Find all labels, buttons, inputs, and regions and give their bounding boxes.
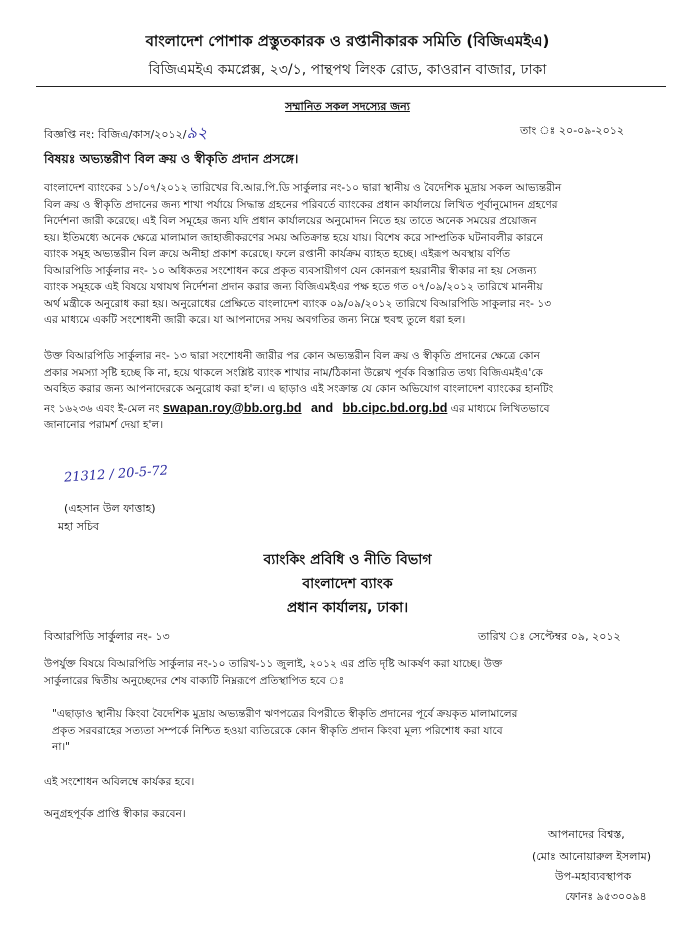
notice-signer-name: (এহসান উল ফাত্তাহ) <box>64 502 156 515</box>
circular-office: প্রধান কার্যালয়, ঢাকা। <box>286 600 409 616</box>
ref-handwritten-number: ৯২ <box>186 123 208 142</box>
circular-number: বিআরপিডি সার্কুলার নং- ১৩ <box>44 630 170 643</box>
org-name: বাংলাদেশ পোশাক প্রস্তুতকারক ও রপ্তানীকারক সমিতি (বিজিএমইএ) <box>145 32 550 50</box>
notice-date: তাং ঃ ২০-০৯-২০১২ <box>520 124 625 137</box>
circular-bank: বাংলাদেশ ব্যাংক <box>302 576 393 592</box>
email-link-2[interactable]: bb.cipc.bd.org.bd <box>342 400 448 415</box>
header-divider <box>36 86 666 87</box>
notice-audience: সম্মানিত সকল সদস্যের জন্য <box>285 100 410 113</box>
notice-paragraph-2: উক্ত বিআরপিডি সার্কুলার নং- ১৩ দ্বারা সংশোধনী জারীর পর কোন অভ্যন্তরীন বিল ক্রয় ও স্বীকৃতি প্রদানের ক্ষেত্রে কোন প্রকার সমস্যা সৃষ্টি হচ্ছে কি না, হয়ে থাকলে সংশ্লিষ্ট ব্যাংক শাখার নাম/ঠিকানা উল্লেখ পূর্বক বিস্তারিত তথ্য বিজিএমইএ'কে অবহিত করার জন্য আপনাদেরকে অনুরোধ করা হ'ল। এ ছাড়াও এই সংক্রান্ত যে কোন অভিযোগ বাংলাদেশ ব্যাংকের হানটিং নং ১৬২৩৬ এবং ই-মেল নং swapan.roy@bb.org.bd and bb.cipc.bd.org.bd এর মাধ্যমে লিখিতভাবে জানানোর পরামর্শ দেয়া হ'ল। <box>44 350 554 431</box>
notice-signer-title: মহা সচিব <box>58 520 100 533</box>
circular-department: ব্যাংকিং প্রবিধি ও নীতি বিভাগ <box>263 552 432 568</box>
circular-signer-title: উপ-মহাব্যবস্থাপক <box>555 870 632 883</box>
notice-ref-number: বিজ্ঞপ্তি নং: বিজিএ/কাস/২০১২/৯২ <box>44 123 208 142</box>
handwritten-signature: 21312 / 20-5-72 <box>63 463 169 486</box>
closing-line: আপনাদের বিশ্বস্ত, <box>548 828 625 841</box>
notice-subject: বিষয়ঃ অভ্যন্তরীণ বিল ক্রয় ও স্বীকৃতি প্রদান প্রসঙ্গে। <box>44 151 299 166</box>
circular-quote: "এছাড়াও স্থানীয় কিংবা বৈদেশিক মুদ্রায় অভ্যন্তরীণ ঋণপত্রের বিপরীতে স্বীকৃতি প্রদানের পূর্বে ক্রয়কৃত মালামালের প্রকৃত সরবরাহের সত্যতা সম্পর্কে নিশ্চিত হওয়া ব্যতিরেকে কোন স্বীকৃতি প্রদান কিংবা মূল্য পরিশোধ করা যাবে না।" <box>52 708 518 753</box>
circular-date: তারিখ ঃ সেপ্টেম্বর ০৯, ২০১২ <box>478 630 621 643</box>
circular-signer-name: (মোঃ আনোয়ারুল ইসলাম) <box>532 850 651 863</box>
notice-paragraph-1: বাংলাদেশ ব্যাংকের ১১/০৭/২০১২ তারিখের বি.আর.পি.ডি সার্কুলার নং-১০ দ্বারা স্থানীয় ও বৈদেশিক মুদ্রায় সকল আভ্যন্তরীন বিল ক্রয় ও স্বীকৃতি প্রদানের জন্য শাখা পর্যায়ে সিদ্ধান্ত গ্রহনের পরিবর্তে ব্যাংকের প্রধান কার্যালয়ে লিখিত পূর্বানুমোদন গ্রহণের নির্দেশনা জারী করেছে। এই বিল সমূহের জন্য যদি প্রধান কার্যালয়ের অনুমোদন নিতে হয় তাতে অনেক সময়ের প্রয়োজন হয়। ইতিমধ্যে অনেক ক্ষেত্রে মালামাল জাহাজীকরণের সময় অতিক্রান্ত হয়ে যায়। বিশেষ করে সাম্প্রতিক ঘটনাবলীর কারনে ব্যাংক সমূহ অভ্যন্তরীন বিল ক্রয়ে অনীহা প্রকাশ করেছে। ফলে রপ্তানী কার্যক্রম ব্যাহত হচ্ছে। এইরূপ অবস্থায় বর্ণিত বিআরপিডি সার্কুলার নং- ১০ অধিকতর সংশোধন করে প্রকৃত ব্যবসায়ীগণ যেন কোনরূপ হয়রানীর স্বীকার না হয় সেজন্য ব্যাংক সমূহকে এই বিষয়ে যথাযথ নির্দেশনা প্রদান করার জন্য বিজিএমইএর পক্ষ হতে গত ০৭/০৯/২০১২ তারিখে মাননীয় অর্থ মন্ত্রীকে অনুরোধ করা হয়। অনুরোধের প্রেক্ষিতে বাংলাদেশ ব্যাংক ০৯/০৯/২০১২ তারিখে বিআরপিডি সাকুলার নং- ১৩ এর মাধ্যমে একটি সংশোধনী জারী করে। যা আপনাদের সদয় অবগতির জন্য নিম্নে হুবহু তুলে ধরা হল। <box>44 182 562 326</box>
circular-effect: এই সংশোধন অবিলম্বে কার্যকর হবে। <box>44 776 195 788</box>
circular-acknowledge: অনুগ্রহপূর্বক প্রাপ্তি স্বীকার করবেন। <box>44 808 186 820</box>
circular-paragraph-1: উপর্যুক্ত বিষয়ে বিআরপিডি সার্কুলার নং-১০ তারিখ-১১ জুলাই, ২০১২ এর প্রতি দৃষ্টি আকর্ষণ করা যাচ্ছে। উক্ত সার্কুলারের দ্বিতীয় অনুচ্ছেদের শেষ বাক্যটি নিম্নরূপে প্রতিস্থাপিত হবে ঃ <box>44 658 503 687</box>
circular-phone: ফোনঃ ৯৫৩০০৯৪ <box>565 890 647 903</box>
org-address: বিজিএমইএ কমপ্লেক্স, ২৩/১, পান্থপথ লিংক রোড, কাওরান বাজার, ঢাকা <box>148 62 547 78</box>
email-link-1[interactable]: swapan.roy@bb.org.bd <box>162 400 302 415</box>
